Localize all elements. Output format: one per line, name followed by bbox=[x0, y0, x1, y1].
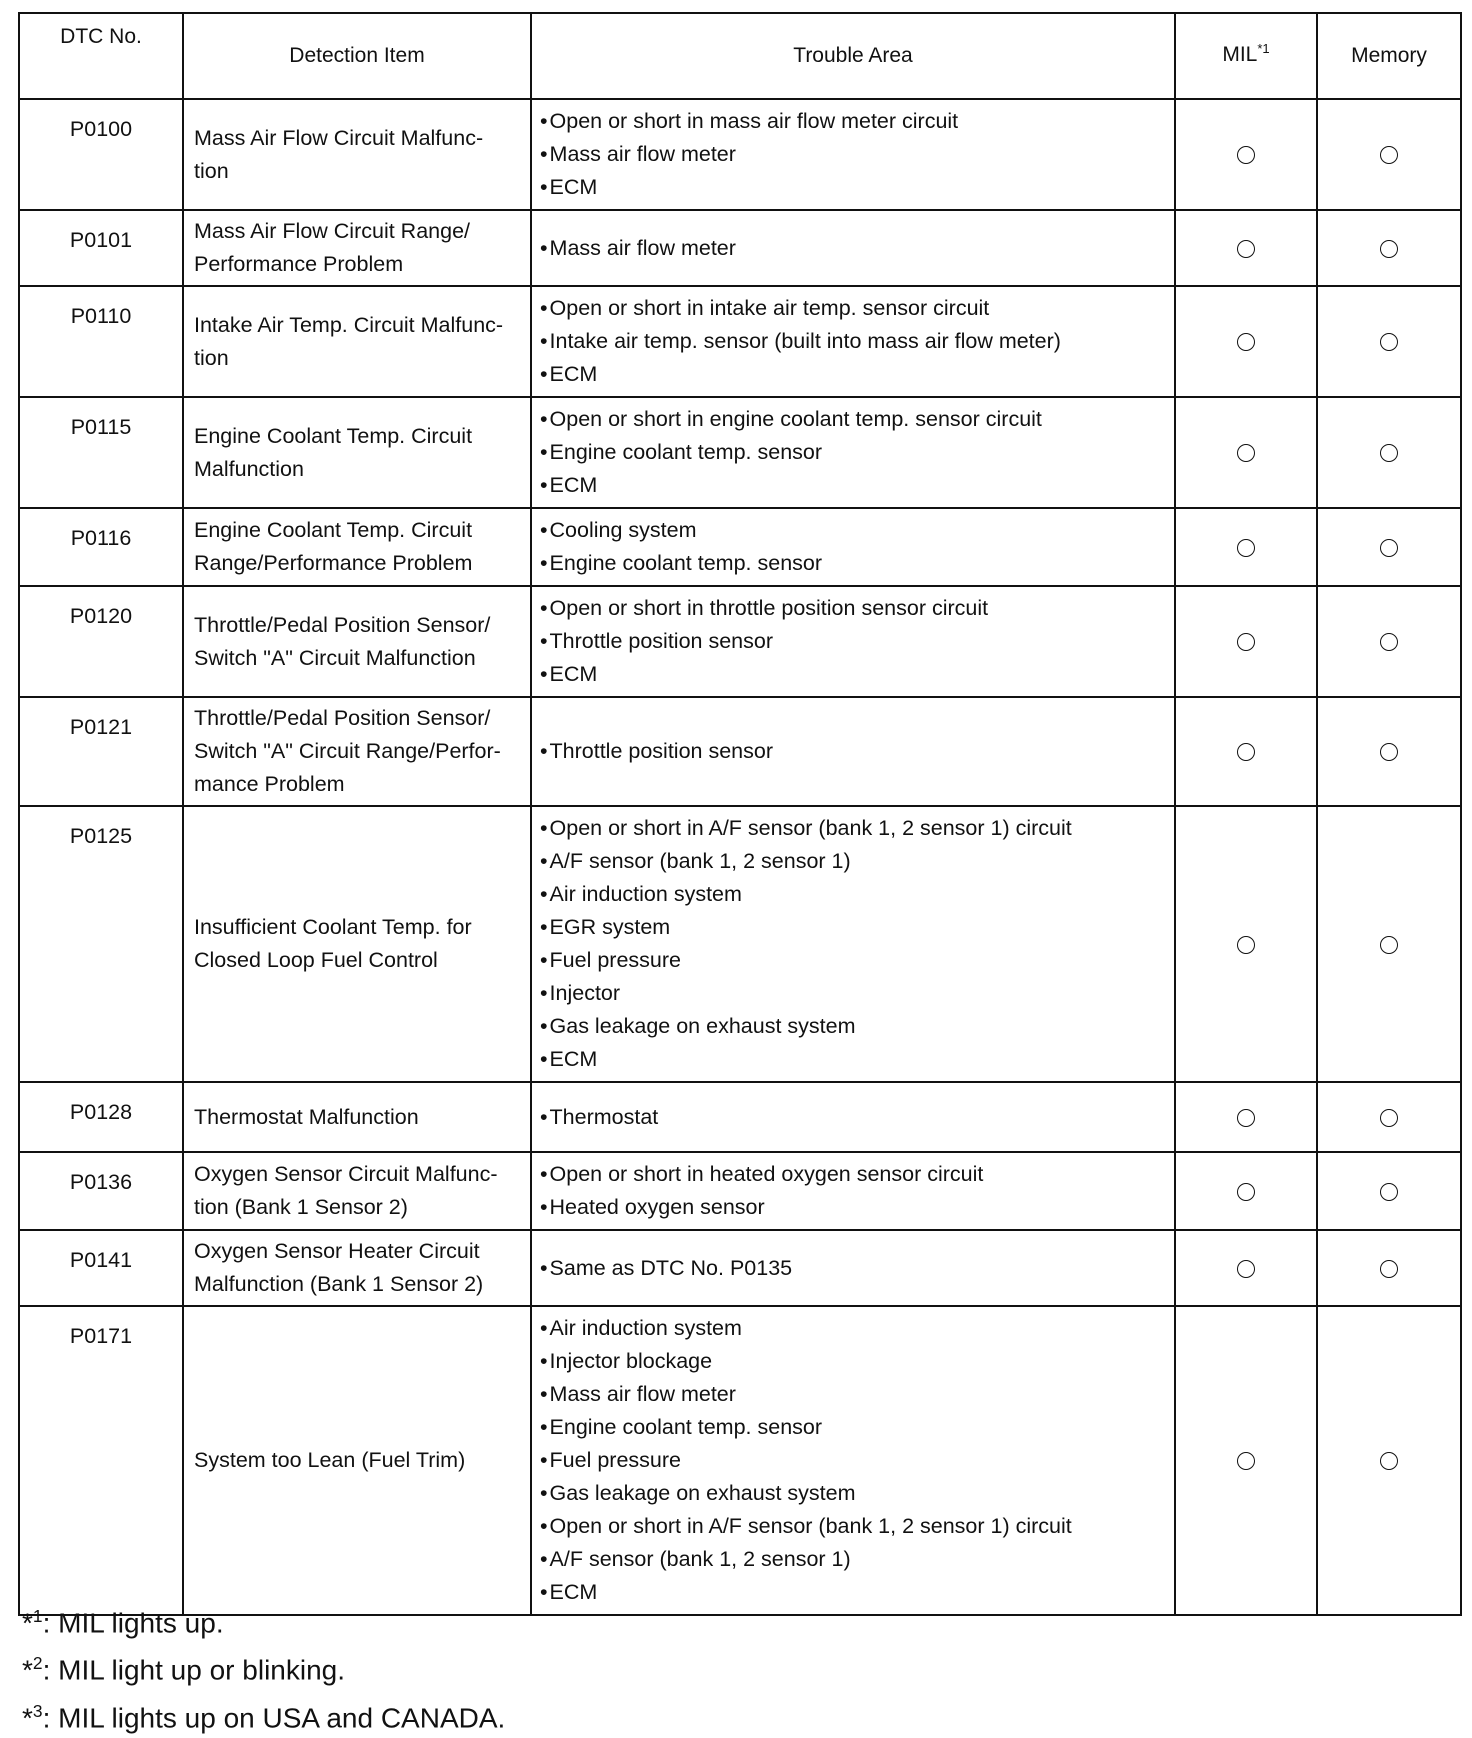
header-detection-item: Detection Item bbox=[183, 13, 531, 99]
mil-cell bbox=[1175, 99, 1317, 210]
memory-circle-icon bbox=[1380, 1452, 1398, 1470]
detection-item-text: Oxygen Sensor Circuit Malfunc- tion (Bank 1 Sensor 2) bbox=[194, 1162, 498, 1219]
table-row bbox=[19, 210, 1461, 286]
mil-circle-icon bbox=[1237, 1183, 1255, 1201]
table-row bbox=[19, 806, 1461, 1082]
footnote-mark: * bbox=[22, 1654, 33, 1686]
memory-cell bbox=[1317, 1230, 1461, 1306]
header-memory: Memory bbox=[1317, 13, 1461, 99]
memory-cell bbox=[1317, 586, 1461, 697]
table-row bbox=[19, 1306, 1461, 1615]
trouble-area-item: • Air induction system bbox=[540, 1312, 1168, 1345]
dtc-code: P0101 bbox=[19, 210, 183, 286]
table-row bbox=[19, 1152, 1461, 1230]
detection-item-text: Engine Coolant Temp. Circuit Range/Performance Problem bbox=[194, 518, 473, 575]
trouble-area-item: • Heated oxygen sensor bbox=[540, 1191, 1168, 1224]
memory-cell bbox=[1317, 210, 1461, 286]
detection-item-text: Throttle/Pedal Position Sensor/ Switch "A" Circuit Range/Perfor- mance Problem bbox=[194, 706, 501, 796]
mil-circle-icon bbox=[1237, 743, 1255, 761]
mil-cell bbox=[1175, 286, 1317, 397]
memory-circle-icon bbox=[1380, 633, 1398, 651]
header-mil-label: MIL bbox=[1222, 42, 1258, 66]
mil-cell bbox=[1175, 697, 1317, 806]
trouble-area-item: • Intake air temp. sensor (built into mass air flow meter) bbox=[540, 325, 1168, 358]
trouble-area-item: • A/F sensor (bank 1, 2 sensor 1) bbox=[540, 1543, 1168, 1576]
detection-item-text: Insufficient Coolant Temp. for Closed Loop Fuel Control bbox=[194, 915, 472, 972]
trouble-area-item: • ECM bbox=[540, 469, 1168, 502]
dtc-code: P0141 bbox=[19, 1230, 183, 1306]
memory-cell bbox=[1317, 286, 1461, 397]
dtc-code: P0100 bbox=[19, 99, 183, 210]
memory-circle-icon bbox=[1380, 444, 1398, 462]
dtc-code: P0136 bbox=[19, 1152, 183, 1230]
trouble-area-item: • Open or short in intake air temp. sensor circuit bbox=[540, 292, 1168, 325]
detection-item bbox=[183, 210, 531, 286]
table-row bbox=[19, 697, 1461, 806]
trouble-area bbox=[531, 99, 1175, 210]
header-mil-footnote-ref: *1 bbox=[1257, 40, 1270, 56]
trouble-area-item: • Air induction system bbox=[540, 878, 1168, 911]
dtc-code: P0116 bbox=[19, 508, 183, 586]
footnote bbox=[22, 1643, 505, 1690]
detection-item-text: Thermostat Malfunction bbox=[194, 1104, 419, 1129]
trouble-area-item: • Fuel pressure bbox=[540, 1444, 1168, 1477]
trouble-area-item: • ECM bbox=[540, 358, 1168, 391]
trouble-area-item: • Mass air flow meter bbox=[540, 1378, 1168, 1411]
dtc-code: P0120 bbox=[19, 586, 183, 697]
trouble-area-item: • Open or short in A/F sensor (bank 1, 2 sensor 1) circuit bbox=[540, 812, 1168, 845]
table-header bbox=[19, 13, 1461, 99]
memory-circle-icon bbox=[1380, 743, 1398, 761]
memory-circle-icon bbox=[1380, 146, 1398, 164]
footnote-number: 3 bbox=[32, 1700, 43, 1721]
trouble-area bbox=[531, 1082, 1175, 1152]
trouble-area-item: • Open or short in engine coolant temp. sensor circuit bbox=[540, 403, 1168, 436]
mil-cell bbox=[1175, 210, 1317, 286]
table-row bbox=[19, 586, 1461, 697]
trouble-area bbox=[531, 508, 1175, 586]
footnote-number: 1 bbox=[32, 1606, 43, 1626]
mil-circle-icon bbox=[1237, 936, 1255, 954]
trouble-area-item: • Mass air flow meter bbox=[540, 232, 1168, 265]
mil-cell bbox=[1175, 397, 1317, 508]
footnote-text: : MIL light up or blinking. bbox=[42, 1654, 346, 1686]
detection-item bbox=[183, 397, 531, 508]
dtc-code: P0121 bbox=[19, 697, 183, 806]
mil-cell bbox=[1175, 586, 1317, 697]
memory-circle-icon bbox=[1380, 1183, 1398, 1201]
mil-cell bbox=[1175, 508, 1317, 586]
trouble-area-item: • Injector bbox=[540, 977, 1168, 1010]
memory-circle-icon bbox=[1380, 333, 1398, 351]
trouble-area-item: • Gas leakage on exhaust system bbox=[540, 1010, 1168, 1043]
mil-circle-icon bbox=[1237, 633, 1255, 651]
trouble-area-item: • Engine coolant temp. sensor bbox=[540, 436, 1168, 469]
trouble-area-item: • ECM bbox=[540, 171, 1168, 204]
table-row bbox=[19, 397, 1461, 508]
mil-circle-icon bbox=[1237, 444, 1255, 462]
trouble-area bbox=[531, 697, 1175, 806]
memory-circle-icon bbox=[1380, 936, 1398, 954]
memory-circle-icon bbox=[1380, 1260, 1398, 1278]
trouble-area-item: • Engine coolant temp. sensor bbox=[540, 1411, 1168, 1444]
dtc-code: P0128 bbox=[19, 1082, 183, 1152]
mil-circle-icon bbox=[1237, 1260, 1255, 1278]
table-body bbox=[19, 99, 1461, 1615]
trouble-area-item: • Cooling system bbox=[540, 514, 1168, 547]
footnote-text: : MIL lights up on USA and CANADA. bbox=[42, 1701, 506, 1733]
header-trouble-area: Trouble Area bbox=[531, 13, 1175, 99]
memory-cell bbox=[1317, 697, 1461, 806]
trouble-area bbox=[531, 586, 1175, 697]
mil-cell bbox=[1175, 806, 1317, 1082]
trouble-area-item: • Open or short in heated oxygen sensor circuit bbox=[540, 1158, 1168, 1191]
detection-item bbox=[183, 286, 531, 397]
memory-cell bbox=[1317, 1306, 1461, 1615]
memory-cell bbox=[1317, 1152, 1461, 1230]
trouble-area-item: • Open or short in A/F sensor (bank 1, 2 sensor 1) circuit bbox=[540, 1510, 1168, 1543]
memory-circle-icon bbox=[1380, 1109, 1398, 1127]
trouble-area bbox=[531, 806, 1175, 1082]
memory-circle-icon bbox=[1380, 539, 1398, 557]
trouble-area-item: • Gas leakage on exhaust system bbox=[540, 1477, 1168, 1510]
memory-cell bbox=[1317, 806, 1461, 1082]
trouble-area-item: • Injector blockage bbox=[540, 1345, 1168, 1378]
table-row bbox=[19, 508, 1461, 586]
memory-cell bbox=[1317, 508, 1461, 586]
trouble-area-item: • A/F sensor (bank 1, 2 sensor 1) bbox=[540, 845, 1168, 878]
footnote bbox=[22, 1596, 505, 1643]
table-row bbox=[19, 286, 1461, 397]
footnote-number: 2 bbox=[32, 1653, 43, 1674]
mil-circle-icon bbox=[1237, 1452, 1255, 1470]
table-row bbox=[19, 99, 1461, 210]
footnote bbox=[22, 1691, 505, 1738]
table-row bbox=[19, 1082, 1461, 1152]
detection-item-text: Throttle/Pedal Position Sensor/ Switch "A" Circuit Malfunction bbox=[194, 612, 491, 670]
trouble-area-item: • ECM bbox=[540, 1043, 1168, 1076]
detection-item-text: Mass Air Flow Circuit Malfunc- tion bbox=[194, 125, 484, 183]
table-row bbox=[19, 1230, 1461, 1306]
detection-item bbox=[183, 508, 531, 586]
trouble-area bbox=[531, 210, 1175, 286]
detection-item bbox=[183, 1152, 531, 1230]
memory-cell bbox=[1317, 99, 1461, 210]
dtc-code: P0125 bbox=[19, 806, 183, 1082]
trouble-area bbox=[531, 1306, 1175, 1615]
detection-item bbox=[183, 1306, 531, 1615]
footnote-mark: * bbox=[22, 1701, 33, 1733]
detection-item bbox=[183, 99, 531, 210]
detection-item bbox=[183, 697, 531, 806]
mil-circle-icon bbox=[1237, 333, 1255, 351]
memory-cell bbox=[1317, 397, 1461, 508]
trouble-area bbox=[531, 397, 1175, 508]
header-dtc: DTC No. bbox=[19, 13, 183, 99]
dtc-code: P0110 bbox=[19, 286, 183, 397]
trouble-area bbox=[531, 1152, 1175, 1230]
dtc-table bbox=[18, 12, 1462, 1616]
trouble-area-item: • Thermostat bbox=[540, 1101, 1168, 1134]
dtc-code: P0171 bbox=[19, 1306, 183, 1615]
footnote-text: : MIL lights up. bbox=[42, 1607, 224, 1639]
trouble-area-item: • Engine coolant temp. sensor bbox=[540, 547, 1168, 580]
detection-item bbox=[183, 1230, 531, 1306]
trouble-area-item: • Throttle position sensor bbox=[540, 735, 1168, 768]
mil-cell bbox=[1175, 1082, 1317, 1152]
trouble-area-item: • Throttle position sensor bbox=[540, 625, 1168, 658]
detection-item-text: System too Lean (Fuel Trim) bbox=[194, 1448, 466, 1472]
mil-cell bbox=[1175, 1152, 1317, 1230]
detection-item-text: Engine Coolant Temp. Circuit Malfunction bbox=[194, 423, 473, 481]
trouble-area-item: • EGR system bbox=[540, 911, 1168, 944]
trouble-area bbox=[531, 1230, 1175, 1306]
trouble-area-item: • Same as DTC No. P0135 bbox=[540, 1252, 1168, 1285]
mil-circle-icon bbox=[1237, 1109, 1255, 1127]
mil-circle-icon bbox=[1237, 240, 1255, 258]
header-mil bbox=[1175, 13, 1317, 99]
trouble-area-item: • Open or short in throttle position sensor circuit bbox=[540, 592, 1168, 625]
trouble-area-item: • ECM bbox=[540, 1576, 1168, 1609]
mil-circle-icon bbox=[1237, 146, 1255, 164]
detection-item bbox=[183, 1082, 531, 1152]
trouble-area-item: • Mass air flow meter bbox=[540, 138, 1168, 171]
memory-cell bbox=[1317, 1082, 1461, 1152]
mil-cell bbox=[1175, 1230, 1317, 1306]
detection-item-text: Oxygen Sensor Heater Circuit Malfunction (Bank 1 Sensor 2) bbox=[194, 1239, 484, 1296]
trouble-area-item: • ECM bbox=[540, 658, 1168, 691]
mil-circle-icon bbox=[1237, 539, 1255, 557]
memory-circle-icon bbox=[1380, 240, 1398, 258]
detection-item-text: Mass Air Flow Circuit Range/ Performance Problem bbox=[194, 219, 470, 276]
trouble-area-item: • Fuel pressure bbox=[540, 944, 1168, 977]
footnote-mark: * bbox=[22, 1607, 33, 1639]
detection-item-text: Intake Air Temp. Circuit Malfunc- tion bbox=[194, 312, 504, 370]
detection-item bbox=[183, 806, 531, 1082]
footnotes bbox=[22, 1596, 505, 1738]
dtc-code: P0115 bbox=[19, 397, 183, 508]
mil-cell bbox=[1175, 1306, 1317, 1615]
trouble-area-item: • Open or short in mass air flow meter circuit bbox=[540, 105, 1168, 138]
detection-item bbox=[183, 586, 531, 697]
trouble-area bbox=[531, 286, 1175, 397]
